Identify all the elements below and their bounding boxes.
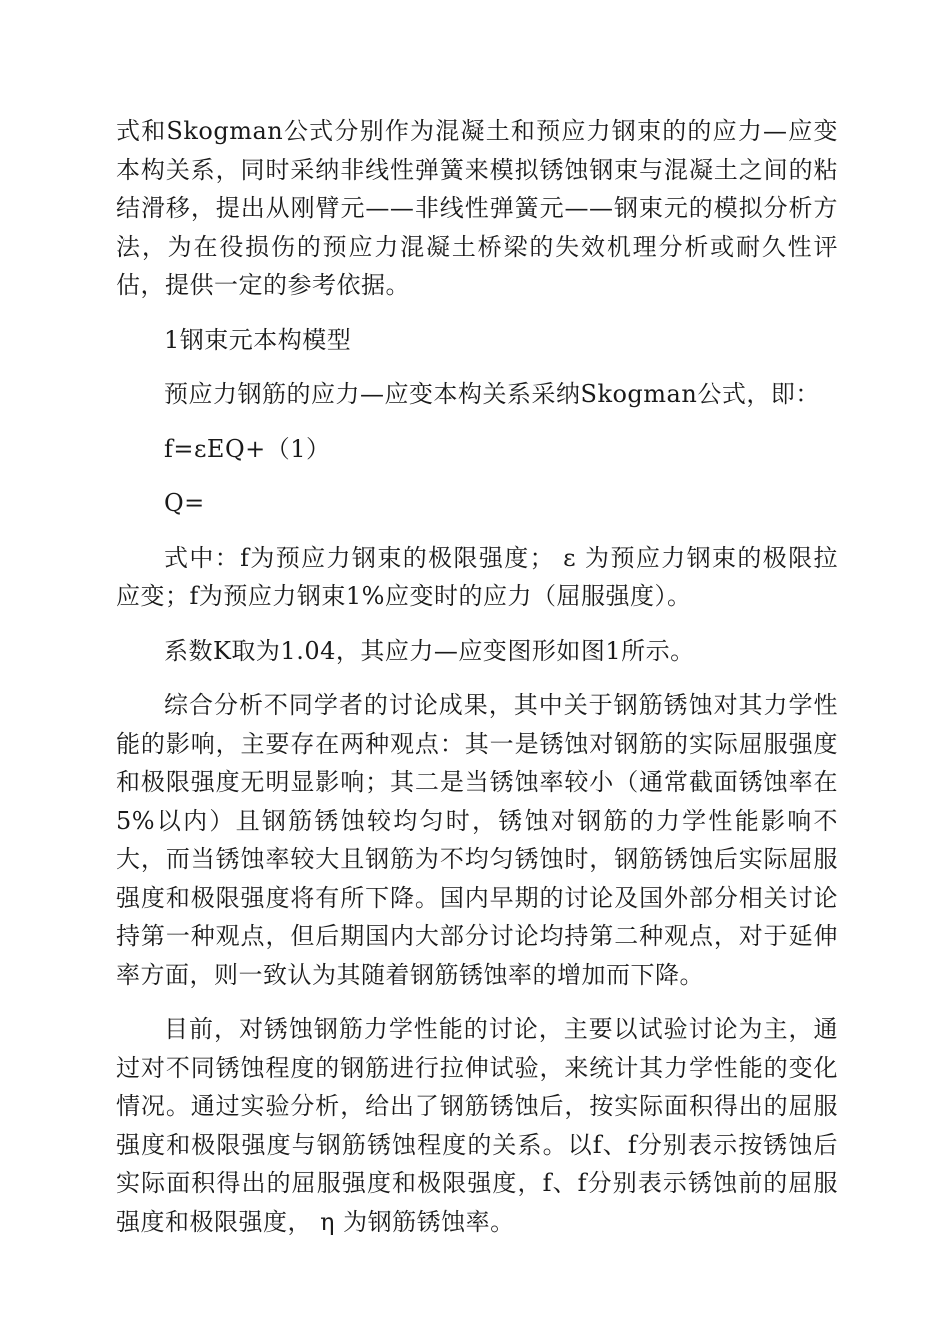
paragraph: 目前，对锈蚀钢筋力学性能的讨论，主要以试验讨论为主，通过对不同锈蚀程度的钢筋进行拉伸试验，来统计其力学性能的变化情况。通过实验分析，给出了钢筋锈蚀后，按实际面积得出的屈服强度和极限强度与钢筋锈蚀程度的关系。以f、f分别表示按锈蚀后实际面积得出的屈服强度和极限强度，f、f分别表示锈蚀前的屈服强度和极限强度， η 为钢筋锈蚀率。 [116,1015,838,1236]
paragraph: 预应力钢筋的应力—应变本构关系采纳Skogman公式，即： [164,380,820,408]
paragraph: 综合分析不同学者的讨论成果，其中关于钢筋锈蚀对其力学性能的影响，主要存在两种观点：其一是锈蚀对钢筋的实际屈服强度和极限强度无明显影响；其二是当锈蚀率较小（通常截面锈蚀率在5%以内）且钢筋锈蚀较均匀时，锈蚀对钢筋的力学性能影响不大，而当锈蚀率较大且钢筋为不均匀锈蚀时，钢筋锈蚀后实际屈服强度和极限强度将有所下降。国内早期的讨论及国外部分相关讨论持第一种观点，但后期国内大部分讨论均持第二种观点，对于延伸率方面，则一致认为其随着钢筋锈蚀率的增加而下降。 [116,691,838,989]
document-body [116,112,838,1257]
formula-line: f=εEQ+（1） [164,434,331,463]
section-heading: 1钢束元本构模型 [164,325,352,354]
paragraph-intro-continuation: 式和Skogman公式分别作为混凝土和预应力钢束的的应力—应变本构关系，同时采纳非线性弹簧来模拟锈蚀钢束与混凝土之间的粘结滑移，提出从刚臂元——非线性弹簧元——钢束元的模拟分析方法，为在役损伤的预应力混凝土桥梁的失效机理分析或耐久性评估，提供一定的参考依据。 [116,117,838,299]
paragraph: 系数K取为1.04，其应力—应变图形如图1所示。 [164,636,695,665]
formula-line: Q= [164,489,205,517]
paragraph: 式中：f为预应力钢束的极限强度； ε 为预应力钢束的极限拉应变；f为预应力钢束1%应变时的应力（屈服强度）。 [116,543,838,610]
